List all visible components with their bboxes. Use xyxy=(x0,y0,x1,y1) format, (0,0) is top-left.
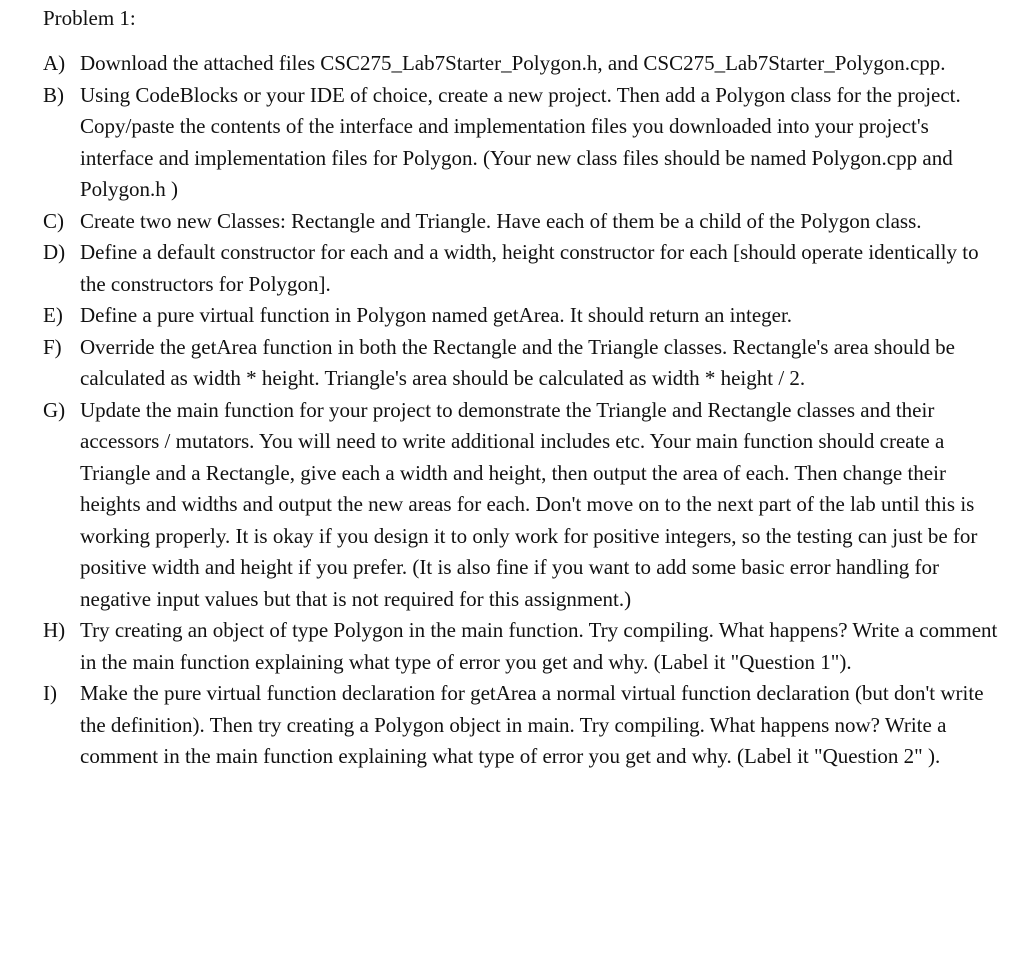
list-item-g xyxy=(43,395,1003,616)
item-text: Override the getArea function in both the Rectangle and the Triangle classes. Rectangle's area should be calculated as width * height. Triangle's area should be calculated as width * height / 2. xyxy=(80,334,956,390)
instruction-list xyxy=(43,48,1003,773)
list-item-f xyxy=(43,332,1003,395)
item-letter: D) xyxy=(43,240,66,264)
item-letter: A) xyxy=(43,51,66,75)
item-letter: I) xyxy=(43,681,57,705)
list-item-a xyxy=(43,48,1003,80)
list-item-d xyxy=(43,237,1003,300)
item-text: Make the pure virtual function declaration for getArea a normal virtual function declaration (but don't write the definition). Then try creating a Polygon object in main. Try compiling. What happens now? Write a comment in the main function explaining what type of error you get and why. (Label it "Question 2" ). xyxy=(80,681,984,768)
item-text: Using CodeBlocks or your IDE of choice, create a new project. Then add a Polygon class for the project. Copy/paste the contents of the interface and implementation files you downloaded into your project's interface and implementation files for Polygon. (Your new class files should be named Polygon.cpp and Polygon.h ) xyxy=(80,82,961,201)
item-text: Try creating an object of type Polygon in the main function. Try compiling. What happens? Write a comment in the main function explaining what type of error you get and why. (Label it "Question 1"). xyxy=(80,618,998,674)
item-text: Define a default constructor for each and a width, height constructor for each [should operate identically to the constructors for Polygon]. xyxy=(80,240,979,296)
list-item-b xyxy=(43,80,1003,206)
problem-title: Problem 1: xyxy=(43,6,136,30)
item-letter: E) xyxy=(43,303,63,327)
item-letter: B) xyxy=(43,82,64,107)
item-text: Create two new Classes: Rectangle and Triangle. Have each of them be a child of the Polygon class. xyxy=(80,208,922,233)
item-text: Update the main function for your project to demonstrate the Triangle and Rectangle classes and their accessors / mutators. You will need to write additional includes etc. Your main function should create a Triangle and a Rectangle, give each a width and height, then output the area of each. Then change their heights and widths and output the new areas for each. Don't move on to the next part of the lab until this is working properly. It is okay if you design it to only work for positive integers, so the testing can just be for positive width and height if you prefer. (It is also fine if you want to add some basic error handling for negative input values but that is not required for this assignment.) xyxy=(80,397,978,611)
item-text: Download the attached files CSC275_Lab7Starter_Polygon.h, and CSC275_Lab7Starter_Polygon.cpp. xyxy=(80,51,946,75)
item-letter: H) xyxy=(43,618,66,642)
list-item-e xyxy=(43,300,1003,332)
list-item-h xyxy=(43,615,1003,678)
item-letter: F) xyxy=(43,334,62,359)
list-item-c xyxy=(43,206,1003,238)
item-letter: C) xyxy=(43,208,64,233)
list-item-i xyxy=(43,678,1003,773)
item-text: Define a pure virtual function in Polygon named getArea. It should return an integer. xyxy=(80,303,793,327)
item-letter: G) xyxy=(43,397,66,422)
